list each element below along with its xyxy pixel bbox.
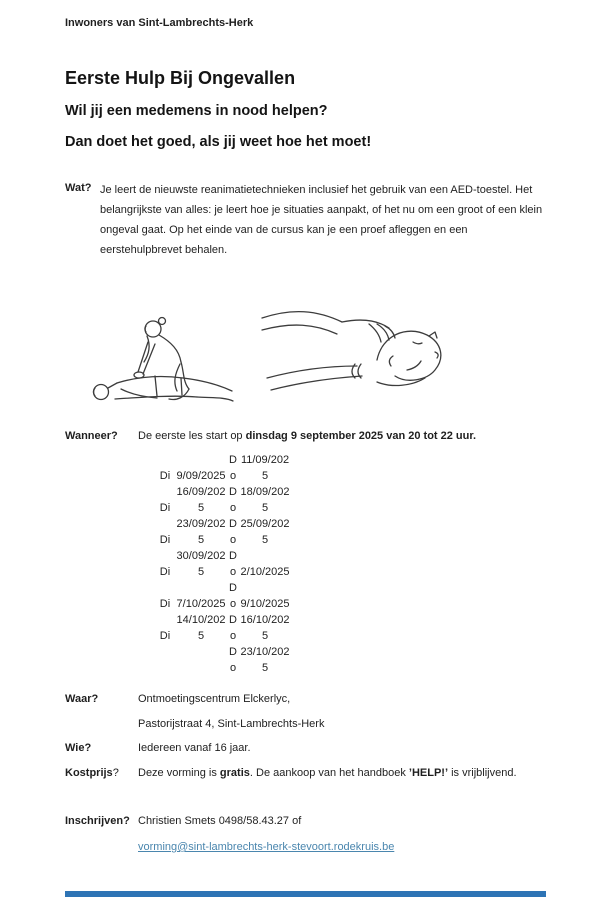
- schedule-cell: 16/09/2025: [176, 486, 226, 514]
- kostprijs-label-bold: Kostprijs: [65, 767, 113, 779]
- schedule-row: [155, 612, 291, 644]
- schedule-row: [155, 484, 291, 516]
- kostprijs-t5: is vrijblijvend.: [448, 767, 517, 779]
- section-kostprijs: [65, 765, 546, 781]
- kostprijs-gratis: gratis: [219, 767, 250, 779]
- wat-text: Je leert de nieuwste reanimatietechnieken inclusief het gebruik van een AED-toestel. Het belangrijkste van alles: je leert hoe je situaties aanpakt, of het nu om een groot of een klein ongeval gaat. Op het einde van de cursus kan je een proef afleggen en een eerstehulpbrevet behalen.: [100, 184, 543, 256]
- section-waar-label: Waar?: [65, 693, 99, 705]
- schedule-cell: Do: [229, 582, 237, 610]
- schedule-block: [65, 444, 546, 676]
- cpr-compression-illustration: [85, 312, 235, 420]
- section-wat: [65, 180, 546, 260]
- section-kostprijs-label: [65, 765, 138, 781]
- schedule-cell: 18/09/2025: [240, 486, 290, 514]
- schedule-cell: Do: [229, 518, 237, 546]
- schedule-row: [155, 516, 291, 548]
- schedule-row: [155, 580, 291, 612]
- schedule-cell: Di: [159, 534, 171, 546]
- schedule-cell: Do: [229, 486, 237, 514]
- schedule-cell: 9/09/2025: [176, 470, 226, 482]
- head-tilt-illustration: [257, 300, 452, 395]
- subtitle-primary: Wil jij een medemens in nood helpen?: [65, 103, 328, 119]
- schedule-cell: 2/10/2025: [240, 566, 290, 578]
- schedule-row: [155, 452, 291, 484]
- schedule-cell: Di: [159, 566, 171, 578]
- wie-text: Iedereen vanaf 16 jaar.: [138, 742, 251, 754]
- section-wat-label: Wat?: [65, 182, 92, 194]
- schedule-cell: Do: [229, 550, 237, 578]
- waar-line-2: Pastorijstraat 4, Sint-Lambrechts-Herk: [138, 718, 325, 730]
- wanneer-intro: [138, 428, 476, 444]
- schedule-cell: Do: [229, 454, 237, 482]
- schedule-cell: Di: [159, 630, 171, 642]
- section-inschrijven-label: Inschrijven?: [65, 815, 130, 827]
- kostprijs-t1: Deze vorming is: [138, 767, 220, 779]
- schedule-table: [155, 452, 291, 676]
- schedule-cell: 23/10/2025: [240, 646, 290, 674]
- schedule-cell: Di: [159, 470, 171, 482]
- section-inschrijven-email: [65, 839, 546, 855]
- email-link[interactable]: vorming@sint-lambrechts-herk-stevoort.rodekruis.be: [138, 841, 395, 853]
- page-title: Eerste Hulp Bij Ongevallen: [65, 68, 296, 88]
- kostprijs-label-tail: ?: [112, 767, 119, 779]
- section-waar-continued: [65, 716, 546, 732]
- footer-bar: [65, 891, 546, 897]
- section-wie: [65, 740, 546, 756]
- schedule-cell: [175, 644, 227, 676]
- schedule-cell: Do: [229, 614, 237, 642]
- schedule-cell: 9/10/2025: [240, 598, 290, 610]
- schedule-cell: Do: [229, 646, 237, 674]
- section-wanneer-label: Wanneer?: [65, 430, 118, 442]
- section-waar: [65, 691, 546, 707]
- waar-line-1: Ontmoetingscentrum Elckerlyc,: [138, 693, 291, 705]
- illustration-row: [65, 300, 546, 420]
- schedule-cell: [155, 644, 175, 676]
- schedule-cell: 7/10/2025: [176, 598, 226, 610]
- schedule-row: [155, 644, 291, 676]
- schedule-cell: 25/09/2025: [240, 518, 290, 546]
- section-inschrijven: [65, 813, 546, 829]
- kostprijs-help-book: ’HELP!’: [408, 767, 449, 779]
- schedule-cell: Di: [159, 598, 171, 610]
- section-wanneer: [65, 428, 546, 444]
- subtitle-secondary: Dan doet het goed, als jij weet hoe het moet!: [65, 134, 372, 150]
- wanneer-intro-regular: De eerste les start op: [138, 430, 246, 442]
- page-header: Inwoners van Sint-Lambrechts-Herk: [65, 17, 254, 29]
- schedule-cell: 11/09/2025: [240, 454, 290, 482]
- schedule-cell: 16/10/2025: [240, 614, 290, 642]
- wanneer-intro-bold: dinsdag 9 september 2025 van 20 tot 22 uur.: [245, 430, 477, 442]
- schedule-row: [155, 548, 291, 580]
- inschrijven-contact: Christien Smets 0498/58.43.27 of: [138, 815, 302, 827]
- schedule-cell: 14/10/2025: [176, 614, 226, 642]
- section-wie-label: Wie?: [65, 742, 92, 754]
- schedule-cell: Di: [159, 502, 171, 514]
- kostprijs-text: [138, 765, 517, 781]
- schedule-cell: 30/09/2025: [176, 550, 226, 578]
- schedule-cell: 23/09/2025: [176, 518, 226, 546]
- kostprijs-t3: . De aankoop van het handboek: [249, 767, 409, 779]
